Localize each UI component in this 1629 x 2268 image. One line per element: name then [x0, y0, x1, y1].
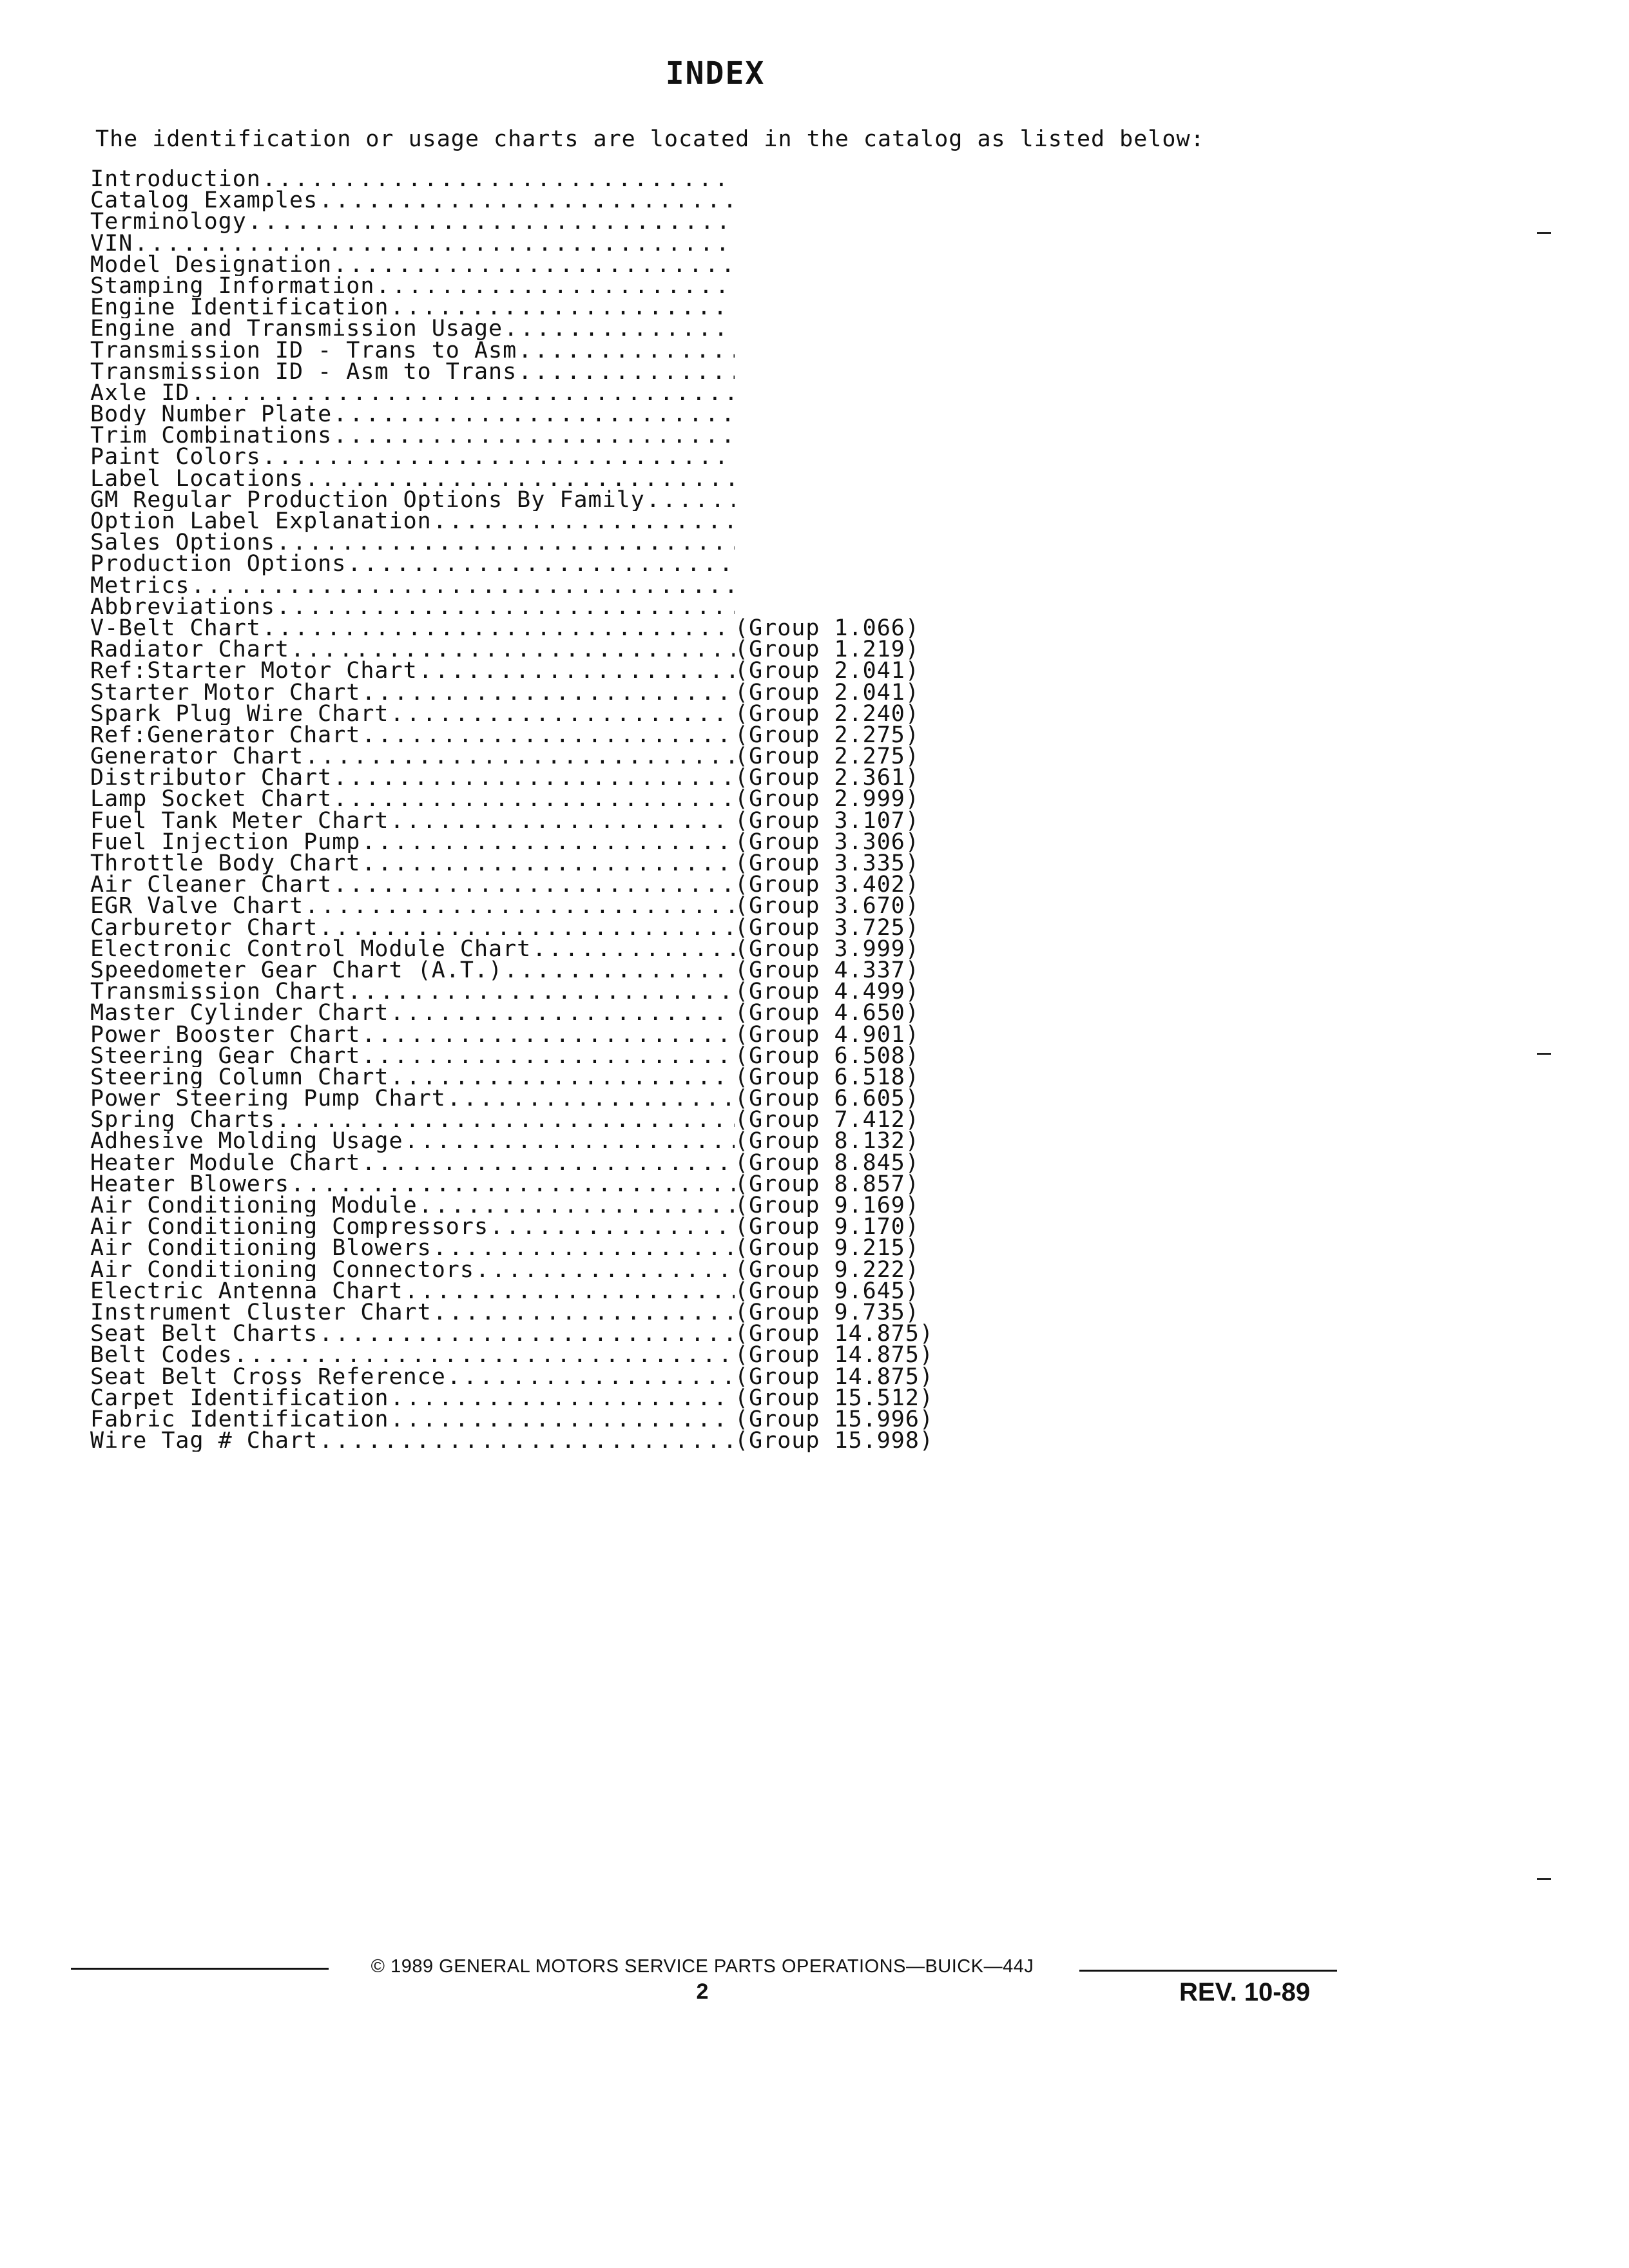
entry-label: Sales Options	[90, 532, 275, 554]
entry-leader	[90, 1195, 735, 1216]
entry-label: Model Designation	[90, 254, 333, 276]
dot-leader	[531, 939, 735, 960]
entry-group: (Group 8.132)	[735, 1128, 920, 1155]
dot-leader	[318, 1323, 735, 1345]
entry-label: Engine and Transmission Usage	[90, 318, 503, 340]
entry-label: EGR Valve Chart	[90, 896, 304, 918]
entry-label: Heater Blowers	[90, 1173, 290, 1196]
dot-leader	[517, 361, 735, 383]
entry-label: Belt Codes	[90, 1345, 233, 1367]
entry-group: (Group 14.875)	[735, 1321, 934, 1347]
dot-leader	[645, 490, 735, 511]
entry-group: (Group 3.335)	[735, 850, 920, 876]
dot-leader	[261, 169, 735, 190]
entry-leader	[90, 1216, 735, 1238]
entry-leader	[90, 404, 735, 425]
entry-group: (Group 3.402)	[735, 872, 920, 898]
index-entry	[90, 297, 934, 318]
entry-label: Speedometer Gear Chart (A.T.)	[90, 959, 503, 982]
entry-label: Seat Belt Charts	[90, 1323, 318, 1345]
entry-leader	[90, 704, 735, 725]
index-entry	[90, 383, 934, 404]
entry-group: (Group 15.512)	[735, 1385, 934, 1411]
entry-leader	[90, 1110, 735, 1131]
entry-label: Power Booster Chart	[90, 1024, 361, 1046]
entry-group: (Group 1.219)	[735, 637, 920, 663]
dot-leader	[247, 211, 735, 233]
index-entry	[90, 575, 934, 597]
index-entry	[90, 679, 934, 706]
dot-leader	[432, 1302, 735, 1323]
index-entry	[90, 490, 934, 511]
entry-group: (Group 6.508)	[735, 1043, 920, 1069]
entry-leader	[90, 276, 735, 297]
entry-group: (Group 9.169)	[735, 1193, 920, 1218]
entry-leader	[90, 1388, 735, 1409]
dot-leader	[304, 468, 735, 490]
dot-leader	[190, 575, 735, 597]
entry-group: (Group 9.222)	[735, 1256, 920, 1283]
dot-leader	[360, 1024, 735, 1046]
entry-leader	[90, 960, 735, 981]
page-number: 2	[696, 1979, 709, 2004]
entry-label: Paint Colors	[90, 447, 261, 468]
index-entry	[90, 700, 934, 727]
dot-leader	[332, 789, 735, 810]
index-entry	[90, 190, 934, 211]
index-entry	[90, 425, 934, 447]
entry-label: Distributor Chart	[90, 767, 333, 789]
entry-group: (Group 2.275)	[735, 744, 920, 770]
entry-label: Seat Belt Cross Reference	[90, 1366, 446, 1388]
entry-group: (Group 14.875)	[735, 1363, 934, 1390]
entry-leader	[90, 1131, 735, 1152]
entry-label: Generator Chart	[90, 746, 304, 768]
dot-leader	[488, 1216, 735, 1238]
entry-label: Catalog Examples	[90, 190, 318, 212]
dot-leader	[374, 276, 735, 297]
dot-leader	[389, 1409, 735, 1430]
index-entry	[90, 936, 934, 962]
entry-leader	[90, 447, 735, 468]
dot-leader	[233, 1345, 735, 1366]
entry-group: (Group 2.275)	[735, 722, 920, 748]
dot-leader	[360, 1046, 735, 1067]
entry-label: Air Conditioning Connectors	[90, 1259, 474, 1281]
index-entry	[90, 1235, 934, 1262]
entry-label: Steering Column Chart	[90, 1066, 389, 1089]
footer-rule-right	[1079, 1970, 1337, 1972]
index-entry	[90, 447, 934, 468]
dot-leader	[360, 832, 735, 853]
entry-group: (Group 15.996)	[735, 1406, 934, 1432]
dot-leader	[360, 1153, 735, 1174]
entry-leader	[90, 725, 735, 746]
dot-leader	[190, 383, 735, 404]
dot-leader	[403, 1281, 735, 1302]
dot-leader	[517, 340, 735, 361]
entry-label: Adhesive Molding Usage	[90, 1131, 403, 1153]
entry-label: Axle ID	[90, 382, 190, 405]
entry-label: Air Conditioning Module	[90, 1195, 418, 1217]
entry-group: (Group 2.041)	[735, 679, 920, 706]
entry-label: Trim Combinations	[90, 425, 333, 447]
entry-leader	[90, 211, 735, 233]
index-entry	[90, 255, 934, 276]
entry-label: Master Cylinder Chart	[90, 1003, 389, 1024]
dot-leader	[318, 918, 735, 939]
entry-leader	[90, 490, 735, 511]
entry-label: Carpet Identification	[90, 1387, 389, 1409]
entry-label: Engine Identification	[90, 297, 389, 319]
entry-label: Fabric Identification	[90, 1408, 389, 1431]
entry-label: Wire Tag # Chart	[90, 1430, 318, 1452]
entry-label: Instrument Cluster Chart	[90, 1302, 432, 1324]
dot-leader	[261, 447, 735, 468]
entry-leader	[90, 1345, 735, 1366]
entry-label: Heater Module Chart	[90, 1152, 361, 1174]
index-entry	[90, 553, 934, 575]
entry-leader	[90, 746, 735, 767]
index-entry	[90, 893, 934, 919]
entry-group: (Group 3.306)	[735, 829, 920, 855]
entry-group: (Group 7.412)	[735, 1107, 920, 1133]
entry-leader	[90, 425, 735, 447]
revision-label: REV. 10-89	[1179, 1978, 1311, 2006]
dot-leader	[474, 1260, 735, 1281]
index-entry	[90, 1385, 934, 1411]
entry-leader	[90, 1153, 735, 1174]
index-entry	[90, 597, 934, 618]
entry-leader	[90, 981, 735, 1003]
entry-leader	[90, 1046, 735, 1067]
entry-group: (Group 15.998)	[735, 1428, 934, 1454]
entry-label: V-Belt Chart	[90, 617, 261, 640]
dot-leader	[418, 1195, 735, 1216]
entry-leader	[90, 811, 735, 832]
index-entry	[90, 468, 934, 490]
entry-group: (Group 2.240)	[735, 700, 920, 727]
dot-leader	[432, 511, 735, 532]
index-entry	[90, 169, 934, 190]
entry-leader	[90, 1302, 735, 1323]
entry-leader	[90, 532, 735, 553]
entry-leader	[90, 1003, 735, 1024]
index-entry	[90, 532, 934, 553]
entry-label: Ref:Generator Chart	[90, 724, 361, 747]
entry-group: (Group 9.215)	[735, 1235, 920, 1262]
entry-label: Electronic Control Module Chart	[90, 938, 532, 960]
entry-leader	[90, 297, 735, 318]
entry-leader	[90, 682, 735, 704]
dot-leader	[389, 811, 735, 832]
entry-group: (Group 6.605)	[735, 1086, 920, 1112]
entry-leader	[90, 1323, 735, 1345]
dot-leader	[360, 682, 735, 704]
entry-leader	[90, 190, 735, 211]
entry-leader	[90, 1088, 735, 1110]
dot-leader	[318, 1430, 735, 1452]
dot-leader	[360, 853, 735, 874]
entry-group: (Group 9.170)	[735, 1214, 920, 1240]
index-entry	[90, 318, 934, 340]
entry-group: (Group 8.857)	[735, 1171, 920, 1197]
entry-group: (Group 4.650)	[735, 1000, 920, 1026]
entry-group: (Group 1.066)	[735, 615, 920, 641]
dot-leader	[389, 1003, 735, 1024]
entry-leader	[90, 361, 735, 383]
dot-leader	[261, 618, 735, 639]
index-entry	[90, 1128, 934, 1155]
index-entry	[90, 361, 934, 383]
dot-leader	[318, 190, 735, 211]
entry-leader	[90, 660, 735, 682]
entry-leader	[90, 169, 735, 190]
margin-mark-middle	[1537, 1053, 1551, 1055]
entry-label: Air Conditioning Compressors	[90, 1216, 489, 1238]
entry-label: Production Options	[90, 553, 347, 575]
entry-group: (Group 14.875)	[735, 1342, 934, 1369]
entry-leader	[90, 340, 735, 361]
dot-leader	[346, 981, 735, 1003]
entry-label: Label Locations	[90, 468, 304, 490]
entry-label: Lamp Socket Chart	[90, 789, 333, 811]
footer-copyright: © 1989 GENERAL MOTORS SERVICE PARTS OPERATIONS—BUICK—44J	[371, 1956, 1034, 1977]
entry-label: Metrics	[90, 575, 190, 597]
entry-leader	[90, 468, 735, 490]
entry-leader	[90, 318, 735, 340]
dot-leader	[389, 1388, 735, 1409]
dot-leader	[332, 425, 735, 447]
entry-label: Transmission ID - Trans to Asm	[90, 340, 517, 361]
entry-leader	[90, 767, 735, 789]
entry-leader	[90, 553, 735, 575]
entry-leader	[90, 789, 735, 810]
index-entry	[90, 340, 934, 361]
entry-label: Power Steering Pump Chart	[90, 1088, 446, 1110]
dot-leader	[389, 297, 735, 318]
entry-label: Stamping Information	[90, 275, 375, 298]
entry-label: Transmission ID - Asm to Trans	[90, 361, 517, 383]
entry-leader	[90, 1409, 735, 1430]
entry-leader	[90, 233, 735, 255]
index-entry	[90, 1430, 934, 1452]
entry-leader	[90, 639, 735, 660]
dot-leader	[275, 597, 735, 618]
dot-leader	[503, 318, 735, 340]
entry-label: Throttle Body Chart	[90, 853, 361, 875]
entry-group: (Group 3.725)	[735, 914, 920, 941]
margin-mark-bottom	[1537, 1878, 1551, 1880]
entry-group: (Group 2.999)	[735, 786, 920, 812]
entry-group: (Group 9.735)	[735, 1299, 920, 1325]
entry-group: (Group 3.670)	[735, 893, 920, 919]
dot-leader	[304, 896, 735, 917]
entry-leader	[90, 853, 735, 874]
entry-label: Introduction	[90, 169, 261, 191]
entry-label: Electric Antenna Chart	[90, 1280, 403, 1302]
index-entry	[90, 914, 934, 941]
index-entry	[90, 1043, 934, 1069]
entry-label: Steering Gear Chart	[90, 1045, 361, 1067]
entry-label: Air Cleaner Chart	[90, 874, 333, 896]
index-entry	[90, 1021, 934, 1048]
entry-leader	[90, 597, 735, 618]
dot-leader	[133, 233, 735, 255]
dot-leader	[289, 639, 735, 660]
index-list	[90, 169, 934, 1452]
index-entry	[90, 1256, 934, 1283]
entry-leader	[90, 255, 735, 276]
dot-leader	[332, 767, 735, 789]
entry-label: Starter Motor Chart	[90, 682, 361, 704]
entry-label: Terminology	[90, 211, 247, 233]
index-entry	[90, 404, 934, 425]
entry-group: (Group 4.499)	[735, 979, 920, 1005]
entry-group: (Group 2.041)	[735, 658, 920, 684]
entry-label: Fuel Injection Pump	[90, 831, 361, 854]
dot-leader	[275, 532, 735, 553]
dot-leader	[332, 874, 735, 896]
dot-leader	[446, 1367, 735, 1388]
entry-label: GM Regular Production Options By Family	[90, 489, 645, 512]
index-entry	[90, 1278, 934, 1304]
entry-leader	[90, 832, 735, 853]
dot-leader	[446, 1088, 735, 1110]
footer-rule-left	[71, 1968, 329, 1970]
index-entry	[90, 660, 934, 682]
entry-leader	[90, 1067, 735, 1088]
dot-leader	[389, 704, 735, 725]
entry-leader	[90, 918, 735, 939]
entry-label: VIN	[90, 233, 133, 255]
entry-group: (Group 8.845)	[735, 1149, 920, 1176]
dot-leader	[432, 1238, 735, 1259]
dot-leader	[332, 255, 735, 276]
dot-leader	[389, 1067, 735, 1088]
dot-leader	[503, 960, 735, 981]
dot-leader	[332, 404, 735, 425]
entry-leader	[90, 896, 735, 917]
dot-leader	[360, 725, 735, 746]
entry-leader	[90, 939, 735, 960]
entry-label: Spring Charts	[90, 1110, 275, 1131]
dot-leader	[289, 1174, 735, 1195]
index-entry	[90, 1000, 934, 1026]
entry-leader	[90, 1281, 735, 1302]
entry-leader	[90, 511, 735, 532]
intro-text: The identification or usage charts are located in the catalog as listed below:	[95, 126, 1205, 152]
entry-label: Option Label Explanation	[90, 511, 432, 533]
entry-leader	[90, 1024, 735, 1046]
dot-leader	[346, 553, 735, 575]
entry-leader	[90, 618, 735, 639]
entry-group: (Group 3.999)	[735, 936, 920, 962]
entry-group: (Group 4.337)	[735, 957, 920, 983]
dot-leader	[418, 660, 735, 682]
dot-leader	[403, 1131, 735, 1152]
entry-leader	[90, 1367, 735, 1388]
entry-label: Air Conditioning Blowers	[90, 1238, 432, 1260]
page-title: INDEX	[665, 55, 766, 91]
index-entry	[90, 1342, 934, 1369]
entry-label: Fuel Tank Meter Chart	[90, 810, 389, 832]
entry-label: Radiator Chart	[90, 639, 290, 661]
entry-leader	[90, 575, 735, 597]
index-entry	[90, 211, 934, 233]
index-entry	[90, 786, 934, 812]
index-entry	[90, 1363, 934, 1390]
margin-mark-top	[1537, 232, 1551, 234]
entry-leader	[90, 1174, 735, 1195]
entry-leader	[90, 1430, 735, 1452]
entry-leader	[90, 1238, 735, 1259]
entry-group: (Group 2.361)	[735, 765, 920, 791]
index-entry	[90, 807, 934, 834]
entry-label: Body Number Plate	[90, 404, 333, 426]
entry-group: (Group 9.645)	[735, 1278, 920, 1304]
entry-leader	[90, 874, 735, 896]
entry-label: Ref:Starter Motor Chart	[90, 660, 418, 682]
entry-leader	[90, 383, 735, 404]
entry-group: (Group 4.901)	[735, 1021, 920, 1048]
index-entry	[90, 511, 934, 532]
entry-group: (Group 3.107)	[735, 807, 920, 834]
index-entry	[90, 233, 934, 255]
entry-label: Transmission Chart	[90, 981, 347, 1003]
entry-label: Spark Plug Wire Chart	[90, 703, 389, 725]
entry-label: Carburetor Chart	[90, 917, 318, 939]
dot-leader	[275, 1110, 735, 1131]
entry-group: (Group 6.518)	[735, 1064, 920, 1090]
index-entry	[90, 1149, 934, 1176]
entry-leader	[90, 1260, 735, 1281]
dot-leader	[304, 746, 735, 767]
entry-label: Abbreviations	[90, 596, 275, 618]
index-entry	[90, 276, 934, 297]
